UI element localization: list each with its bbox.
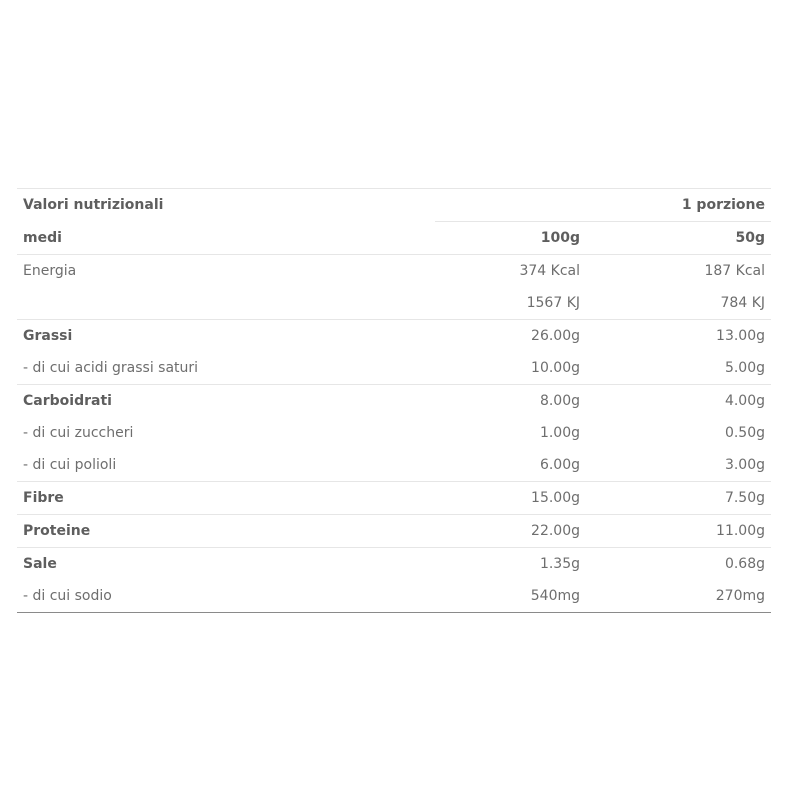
table-row-sodio (17, 580, 771, 613)
row-label: - di cui polioli (23, 457, 117, 473)
col-header-100g: 100g (435, 222, 586, 255)
table-row-carboidrati (17, 385, 771, 418)
value-portion: 187 Kcal (586, 255, 771, 288)
row-label (17, 287, 435, 320)
value-100g: 1567 KJ (526, 295, 580, 311)
table-row-energia-kj (17, 287, 771, 320)
table-row-sale (17, 548, 771, 581)
row-label: Fibre (17, 482, 435, 515)
value-100g: 10.00g (531, 360, 580, 376)
row-label: Energia (17, 255, 435, 288)
value-portion: 0.68g (586, 548, 771, 581)
value-portion: 4.00g (586, 385, 771, 418)
row-label: Proteine (17, 515, 435, 548)
table-title-line2: medi (23, 229, 62, 246)
header-row-2 (17, 222, 771, 255)
table-title: Valori nutrizionali (17, 189, 435, 222)
value-100g: 1.00g (539, 425, 580, 441)
value-portion: 784 KJ (720, 295, 765, 311)
value-100g: 26.00g (435, 320, 586, 353)
nutrition-table (17, 188, 771, 613)
value-portion: 11.00g (586, 515, 771, 548)
table-row-energia (17, 255, 771, 288)
table-row-grassi (17, 320, 771, 353)
table-row-zuccheri (17, 417, 771, 449)
value-100g: 8.00g (435, 385, 586, 418)
row-label: Sale (17, 548, 435, 581)
row-label: Carboidrati (17, 385, 435, 418)
value-portion: 5.00g (724, 360, 765, 376)
header-row-1 (17, 189, 771, 222)
value-100g: 374 Kcal (435, 255, 586, 288)
row-label: - di cui acidi grassi saturi (23, 360, 199, 376)
portion-label: 1 porzione (435, 189, 771, 222)
table-row-fibre (17, 482, 771, 515)
value-portion: 7.50g (586, 482, 771, 515)
value-100g: 15.00g (435, 482, 586, 515)
value-portion: 270mg (586, 580, 771, 613)
nutrition-table-container (17, 188, 771, 613)
value-portion: 13.00g (586, 320, 771, 353)
row-label: - di cui zuccheri (23, 425, 134, 441)
table-row-polioli (17, 449, 771, 482)
row-label: - di cui sodio (17, 580, 435, 613)
value-100g: 1.35g (435, 548, 586, 581)
row-label: Grassi (17, 320, 435, 353)
col-header-portion: 50g (586, 222, 771, 255)
value-portion: 3.00g (724, 457, 765, 473)
value-100g: 6.00g (539, 457, 580, 473)
table-row-saturi (17, 352, 771, 385)
value-portion: 0.50g (724, 425, 765, 441)
table-row-proteine (17, 515, 771, 548)
value-100g: 22.00g (435, 515, 586, 548)
value-100g: 540mg (435, 580, 586, 613)
